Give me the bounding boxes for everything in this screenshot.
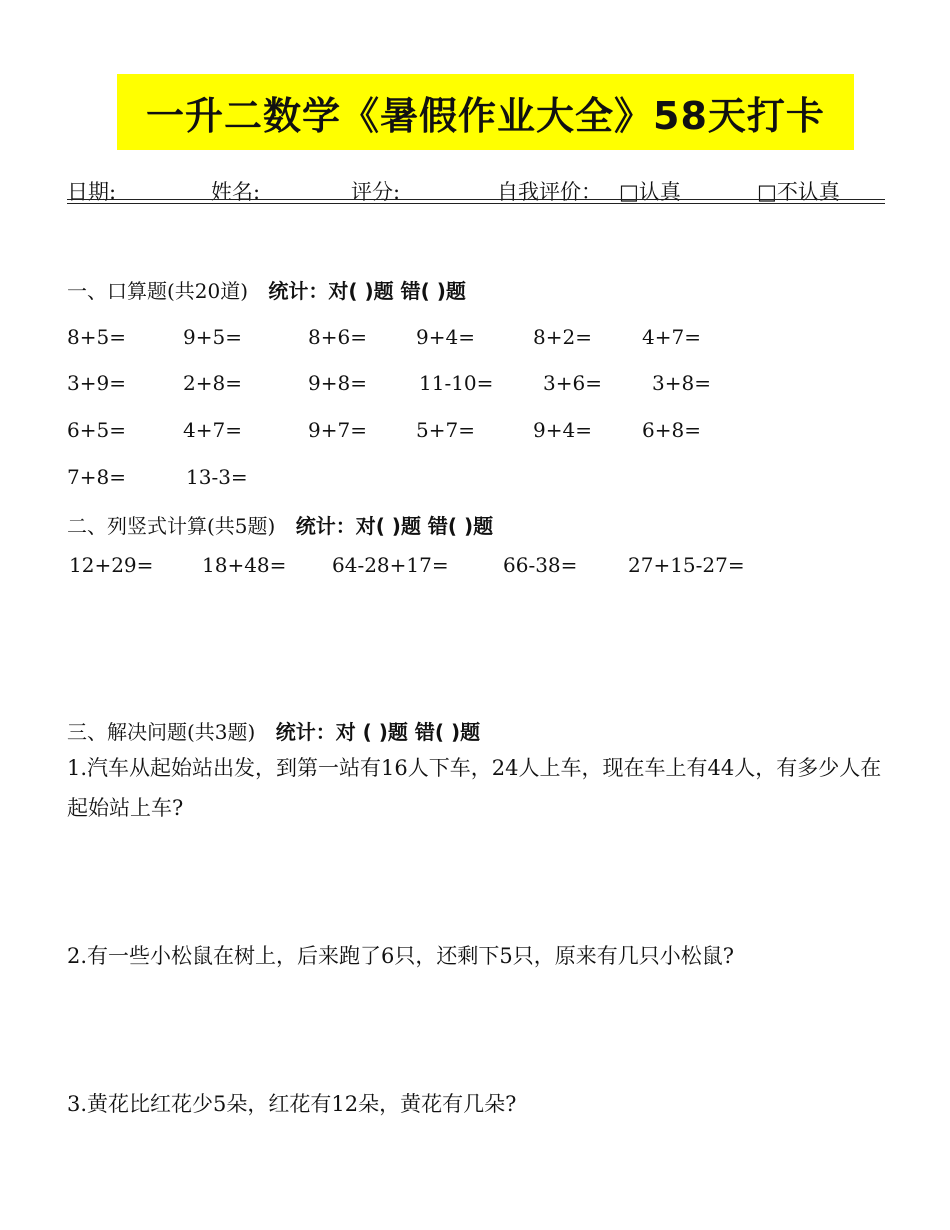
section2-stats: 统计：对( )题 错( )题 [295, 514, 494, 538]
vertical-calc-item: 64-28+17= [332, 553, 449, 577]
option-careless[interactable]: □不认真 [757, 180, 840, 204]
oral-item: 3+9= [67, 371, 126, 395]
vertical-calc-item: 18+48= [202, 553, 287, 577]
oral-item: 8+6= [308, 325, 367, 349]
oral-item: 7+8= [67, 465, 126, 489]
oral-item: 9+5= [183, 325, 242, 349]
vertical-calc-item: 12+29= [69, 553, 154, 577]
oral-item: 8+5= [67, 325, 126, 349]
oral-item: 9+4= [533, 418, 592, 442]
header-divider [67, 199, 885, 200]
section2-heading-row [67, 510, 493, 539]
score-label: 评分: [351, 180, 401, 204]
oral-item: 11-10= [419, 371, 494, 395]
oral-item: 13-3= [186, 465, 248, 489]
name-label: 姓名: [211, 180, 261, 204]
oral-item: 4+7= [642, 325, 701, 349]
oral-item: 3+8= [652, 371, 711, 395]
option-careful[interactable]: □认真 [619, 180, 681, 204]
header-divider [67, 203, 885, 204]
section1-heading: 一、口算题(共20道) [67, 279, 249, 303]
oral-item: 8+2= [533, 325, 592, 349]
section1-stats: 统计：对( )题 错( )题 [268, 279, 466, 303]
word-problem-2: 2.有一些小松鼠在树上，后来跑了6只，还剩下5只，原来有几只小松鼠? [67, 944, 735, 968]
oral-item: 2+8= [183, 371, 242, 395]
section3-heading: 三、解决问题(共3题) [67, 720, 256, 744]
section1-heading-row [67, 275, 466, 304]
oral-item: 9+8= [308, 371, 367, 395]
section3-heading-row [67, 716, 480, 745]
oral-item: 4+7= [183, 418, 242, 442]
oral-item: 3+6= [543, 371, 602, 395]
word-problem-3: 3.黄花比红花少5朵，红花有12朵，黄花有几朵? [67, 1092, 517, 1116]
title-banner [117, 74, 854, 150]
oral-item: 5+7= [416, 418, 475, 442]
word-problem-1: 1.汽车从起始站出发，到第一站有16人下车，24人上车，现在车上有44人，有多少人在起始站上车? [67, 756, 882, 820]
self-eval-label: 自我评价： [497, 180, 602, 204]
oral-item: 9+4= [416, 325, 475, 349]
vertical-calc-item: 27+15-27= [628, 553, 745, 577]
date-label: 日期: [67, 180, 117, 204]
section3-stats: 统计：对 ( )题 错( )题 [275, 720, 481, 744]
info-row [67, 172, 885, 202]
page-title: 一升二数学《暑假作业大全》58天打卡 [146, 93, 825, 138]
oral-item: 9+7= [308, 418, 367, 442]
section2-heading: 二、列竖式计算(共5题) [67, 514, 276, 538]
vertical-calc-item: 66-38= [503, 553, 578, 577]
oral-item: 6+8= [642, 418, 701, 442]
oral-item: 6+5= [67, 418, 126, 442]
